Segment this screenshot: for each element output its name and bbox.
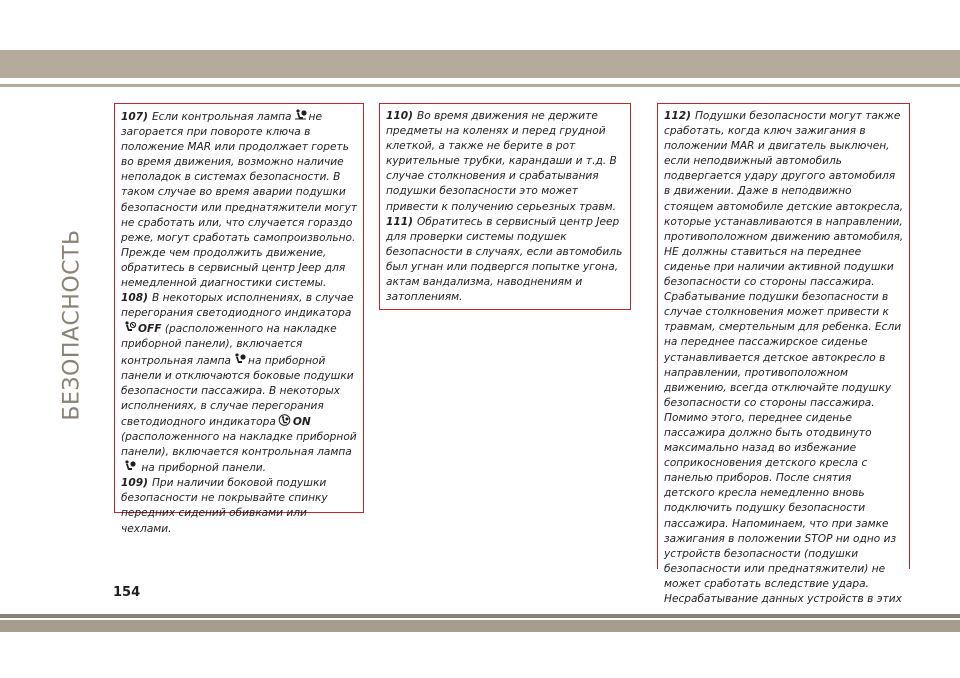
airbag-warning-icon [294, 109, 307, 121]
note-112: 112) Подушки безопасности могут также сработать, когда ключ зажигания в положении MAR и двигатель выключен, если неподвижный автомобиль подвергается удару другого автомобиля в движении. Даже в неподвижно стоящем автомобиле детские автокресла, которые устанавливаются в направлении, противоположном движению автомобиля, НЕ должны ставиться на переднее сиденье при наличии активной подушки безопасности со стороны пассажира. Срабатывание подушки безопасности в случае столкновения может привести к травмам, смертельным для ребенка. Если на переднее пассажирское сиденье устанавливается детское автокресло в направлении, противоположном движению, всегда отключайте подушку безопасности со стороны пассажира. Помимо этого, переднее сиденье пассажира должно быть отодвинуто максимально назад во избежание соприкосновения детского кресла с панелью приборов. После снятия детского кресла немедленно вновь подключить подушку безопасности пассажира. Напоминаем, что при замке зажигания в положении STOP ни одно из устройств безопасности (подушки безопасности или преднатяжители) не может сработать вследствие удара. Несрабатывание данных устройств в этих [664, 110, 904, 605]
note-110: 110) Во время движения не держите предметы на коленях и перед грудной клеткой, а также не берите в рот курительные трубки, карандаши и т.д. В случае столкновения и срабатывания подушки безопасности это может привести к получению серьезных травм. [386, 110, 617, 213]
airbag-warning-icon [123, 460, 136, 472]
note-number: 112) [664, 110, 691, 122]
note-number: 111) [386, 215, 413, 228]
note-108: 108) В некоторых исполнениях, в случае перегорания светодиодного индикатора OFF (расположенного на накладке приборной панели), включается контрольная лампа на приборной панели и отключаются боковые подушки безопасности пассажира. В некоторых исполнениях, в случае перегорания светодиодного индикатора ON (расположенного на накладке приборной панели), включается контрольная лампа на приборной панели. [121, 292, 357, 475]
page-number: 154 [113, 585, 141, 600]
note-number: 107) [121, 111, 148, 123]
header-band [0, 50, 960, 78]
header-rule [0, 84, 960, 87]
passenger-airbag-icon [278, 414, 291, 426]
footer-rule [0, 614, 960, 618]
note-number: 108) [121, 292, 148, 305]
warning-box-110-111 [379, 103, 631, 310]
passenger-airbag-icon [123, 321, 136, 333]
footer-band [0, 620, 960, 632]
note-number: 109) [121, 477, 148, 490]
note-109: 109) При наличии боковой подушки безопасности не покрывайте спинку передних сидений обивками или чехлами. [121, 477, 328, 535]
warning-box-107-109 [114, 103, 364, 535]
note-111: 111) Обратитесь в сервисный центр Jeep для проверки системы подушек безопасности в случаях, если автомобиль был угнан или подвергся попытке угона, актам вандализма, наводнениям и затоплениям. [386, 215, 623, 304]
note-107: 107) Если контрольная лампа не загорается при повороте ключа в положение MAR или продолжает гореть во время движения, возможно наличие неполадок в системах безопасности. В таком случае во время аварии подушки безопасности или преднатяжители могут не сработать или, что случается гораздо реже, могут сработать самопроизвольно. Прежде чем продолжить движение, обратитесь в сервисный центр Jeep для немедленной диагностики системы. [121, 111, 358, 290]
section-title: БЕЗОПАСНОСТЬ [59, 229, 85, 421]
indicator-off-label: OFF [138, 323, 162, 336]
indicator-on-label: ON [292, 415, 311, 428]
note-number: 110) [386, 110, 413, 122]
airbag-warning-icon [233, 353, 246, 365]
warning-box-112 [657, 103, 910, 605]
